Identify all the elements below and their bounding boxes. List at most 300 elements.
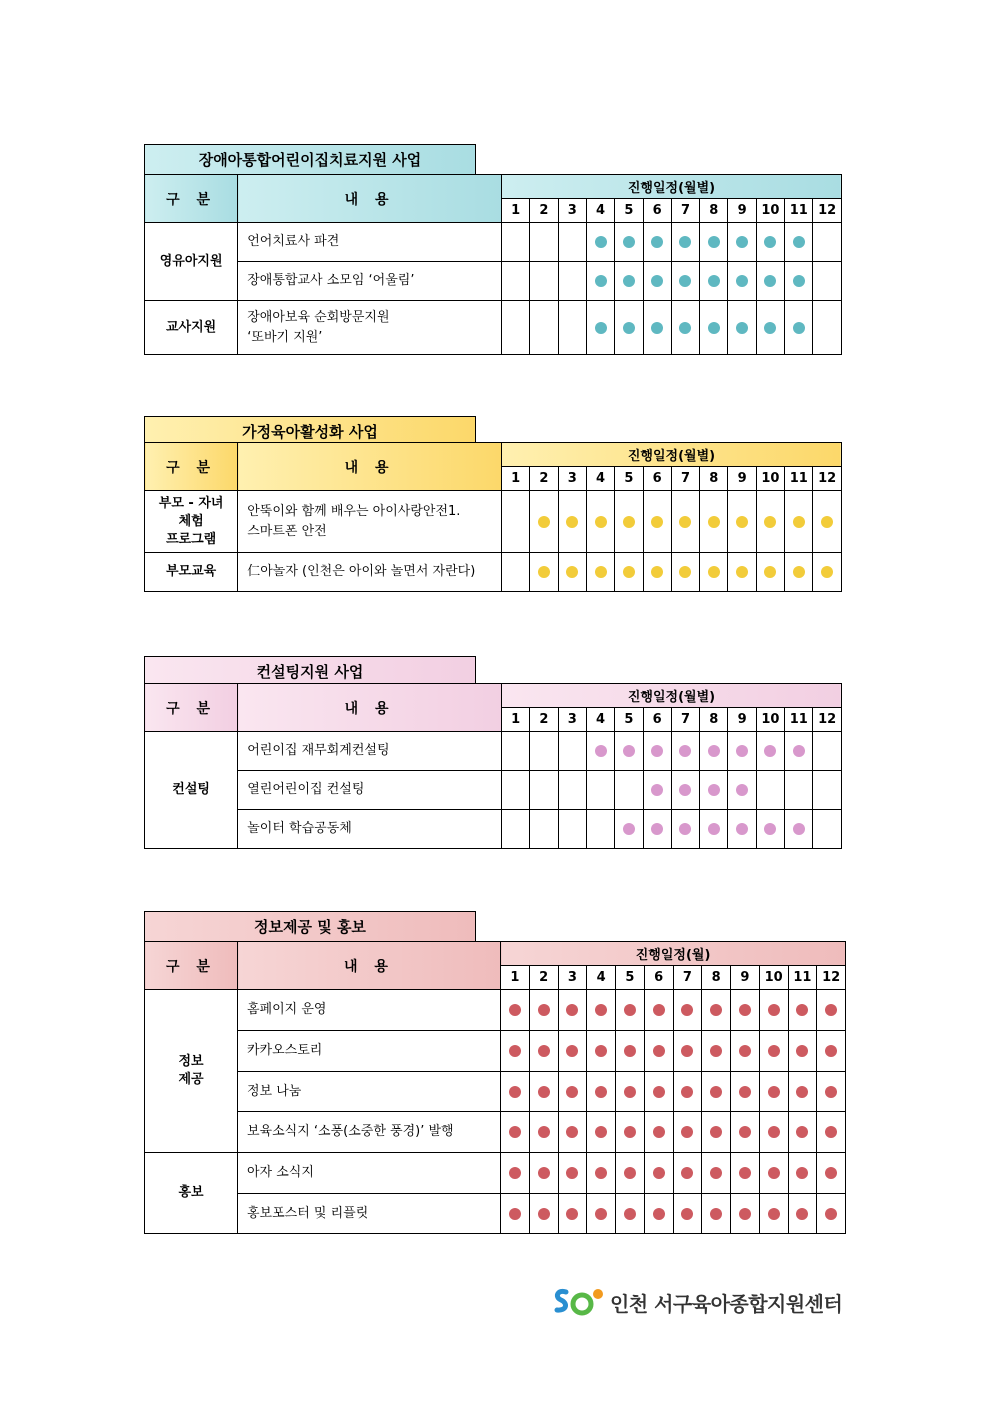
month-cell-12 [813,491,842,553]
header-naeyong: 내 용 [238,684,502,732]
schedule-dot-icon [821,516,833,528]
month-cell-12 [817,1031,846,1072]
month-cell-7 [671,732,699,771]
month-cell-3 [558,301,586,355]
month-header-7: 7 [673,966,702,990]
content-cell: 장애통합교사 소모임 ‘어울림’ [238,262,502,301]
schedule-dot-icon [651,236,663,248]
schedule-dot-icon [679,823,691,835]
schedule-dot-icon [651,275,663,287]
month-cell-11 [788,1194,817,1234]
month-header-2: 2 [530,467,558,491]
schedule-dot-icon [624,1208,636,1220]
category-cell: 부모 - 자녀 체험 프로그램 [145,491,238,553]
schedule-dot-icon [793,236,805,248]
month-cell-4 [587,1194,616,1234]
month-header-9: 9 [731,966,760,990]
schedule-dot-icon [681,1004,693,1016]
month-cell-4 [587,1072,616,1112]
section-title: 장애아통합어린이집치료지원 사업 [144,144,476,174]
month-cell-7 [673,1153,702,1194]
schedule-dot-icon [538,1208,550,1220]
month-cell-11 [788,1112,817,1153]
logo-text: 인천 서구육아종합지원센터 [610,1291,843,1316]
month-cell-6 [644,1153,673,1194]
month-cell-4 [586,553,614,592]
month-cell-10 [756,732,784,771]
header-gubun: 구 분 [145,942,238,990]
month-cell-5 [615,301,643,355]
month-cell-7 [671,771,699,810]
schedule-dot-icon [793,275,805,287]
schedule-dot-icon [821,566,833,578]
month-cell-9 [728,771,756,810]
month-cell-6 [643,732,671,771]
month-cell-2 [530,262,558,301]
schedule-dot-icon [623,566,635,578]
logo-mark-icon [552,1285,604,1319]
schedule-dot-icon [708,322,720,334]
month-cell-12 [817,1072,846,1112]
month-header-9: 9 [728,708,756,732]
month-cell-7 [673,1031,702,1072]
month-cell-11 [788,990,817,1031]
month-cell-7 [671,810,699,849]
header-schedule: 진행일정(월별) [501,684,841,708]
schedule-dot-icon [679,275,691,287]
month-cell-2 [529,990,558,1031]
month-cell-10 [756,262,784,301]
month-cell-10 [759,1031,788,1072]
month-cell-3 [558,223,586,262]
schedule-dot-icon [651,745,663,757]
month-cell-10 [756,810,784,849]
month-header-6: 6 [643,708,671,732]
category-cell: 컨설팅 [145,732,238,849]
month-header-11: 11 [785,199,813,223]
month-cell-7 [671,301,699,355]
month-cell-9 [728,301,756,355]
header-gubun: 구 분 [145,175,238,223]
header-gubun: 구 분 [145,684,238,732]
month-header-7: 7 [671,708,699,732]
month-cell-8 [700,732,728,771]
schedule-dot-icon [679,516,691,528]
schedule-dot-icon [710,1167,722,1179]
schedule-dot-icon [739,1167,751,1179]
schedule-dot-icon [739,1004,751,1016]
schedule-dot-icon [708,516,720,528]
month-cell-10 [759,1072,788,1112]
month-cell-5 [616,1112,645,1153]
month-cell-4 [586,491,614,553]
schedule-dot-icon [825,1167,837,1179]
content-cell: 홍보포스터 및 리플릿 [238,1194,501,1234]
month-cell-5 [616,1194,645,1234]
month-cell-3 [558,1112,587,1153]
schedule-dot-icon [793,322,805,334]
month-cell-7 [671,262,699,301]
month-cell-4 [587,1031,616,1072]
schedule-dot-icon [768,1086,780,1098]
schedule-dot-icon [566,566,578,578]
schedule-dot-icon [653,1045,665,1057]
table-row [145,301,842,355]
schedule-dot-icon [538,1004,550,1016]
schedule-dot-icon [653,1208,665,1220]
month-cell-7 [671,553,699,592]
header-schedule: 진행일정(월) [501,942,846,966]
schedule-dot-icon [681,1086,693,1098]
category-cell: 부모교육 [145,553,238,592]
month-cell-1 [501,262,529,301]
month-cell-8 [702,1031,731,1072]
schedule-dot-icon [595,1208,607,1220]
schedule-dot-icon [739,1126,751,1138]
schedule-dot-icon [623,236,635,248]
schedule-dot-icon [653,1126,665,1138]
month-header-2: 2 [530,708,558,732]
month-cell-1 [501,553,529,592]
month-header-12: 12 [813,467,842,491]
month-header-11: 11 [785,708,813,732]
schedule-dot-icon [509,1045,521,1057]
schedule-dot-icon [624,1045,636,1057]
month-cell-5 [616,990,645,1031]
table-row [145,1072,846,1112]
month-cell-11 [788,1153,817,1194]
header-naeyong: 내 용 [238,175,502,223]
month-cell-10 [756,491,784,553]
schedule-dot-icon [509,1086,521,1098]
schedule-dot-icon [679,784,691,796]
schedule-dot-icon [796,1167,808,1179]
schedule-dot-icon [624,1086,636,1098]
month-cell-4 [586,301,614,355]
month-cell-1 [501,301,529,355]
schedule-dot-icon [768,1045,780,1057]
schedule-dot-icon [764,322,776,334]
section-title: 정보제공 및 홍보 [144,911,476,941]
schedule-dot-icon [736,275,748,287]
month-cell-6 [644,1112,673,1153]
schedule-dot-icon [825,1208,837,1220]
schedule-dot-icon [679,236,691,248]
month-cell-2 [529,1072,558,1112]
header-schedule: 진행일정(월별) [501,175,841,199]
month-header-12: 12 [817,966,846,990]
schedule-dot-icon [796,1004,808,1016]
schedule-dot-icon [679,566,691,578]
schedule-dot-icon [825,1086,837,1098]
month-cell-2 [529,1194,558,1234]
schedule-dot-icon [538,566,550,578]
schedule-dot-icon [595,566,607,578]
schedule-dot-icon [509,1208,521,1220]
month-header-5: 5 [615,467,643,491]
month-header-3: 3 [558,199,586,223]
schedule-dot-icon [708,745,720,757]
month-cell-8 [702,1112,731,1153]
month-cell-7 [673,990,702,1031]
schedule-dot-icon [538,1086,550,1098]
schedule-dot-icon [739,1208,751,1220]
month-cell-2 [530,553,558,592]
schedule-dot-icon [768,1208,780,1220]
month-cell-8 [700,491,728,553]
month-cell-1 [501,1072,530,1112]
month-cell-3 [558,810,586,849]
schedule-dot-icon [764,236,776,248]
month-cell-4 [587,990,616,1031]
month-header-1: 1 [501,199,529,223]
month-cell-6 [643,771,671,810]
schedule-dot-icon [708,823,720,835]
table-row [145,223,842,262]
month-cell-9 [731,990,760,1031]
schedule-dot-icon [825,1004,837,1016]
month-cell-5 [616,1031,645,1072]
schedule-dot-icon [623,745,635,757]
month-header-9: 9 [728,467,756,491]
month-cell-10 [756,301,784,355]
month-cell-2 [529,1112,558,1153]
month-cell-7 [673,1112,702,1153]
content-cell: 카카오스토리 [238,1031,501,1072]
month-cell-10 [759,1194,788,1234]
month-header-11: 11 [788,966,817,990]
category-cell: 정보 제공 [145,990,238,1153]
month-cell-12 [817,1112,846,1153]
month-cell-2 [530,771,558,810]
month-cell-3 [558,732,586,771]
schedule-dot-icon [509,1126,521,1138]
month-header-10: 10 [756,708,784,732]
schedule-dot-icon [796,1045,808,1057]
schedule-dot-icon [708,236,720,248]
month-cell-7 [673,1072,702,1112]
schedule-dot-icon [651,516,663,528]
schedule-dot-icon [736,745,748,757]
month-cell-1 [501,771,529,810]
month-cell-1 [501,1112,530,1153]
month-header-4: 4 [586,708,614,732]
month-header-4: 4 [587,966,616,990]
month-cell-8 [700,301,728,355]
month-cell-8 [702,990,731,1031]
month-cell-11 [785,732,813,771]
month-cell-7 [671,491,699,553]
schedule-dot-icon [736,516,748,528]
month-cell-6 [643,262,671,301]
schedule-dot-icon [595,745,607,757]
month-header-4: 4 [586,199,614,223]
month-cell-6 [643,491,671,553]
schedule-dot-icon [681,1045,693,1057]
month-cell-12 [813,553,842,592]
table-row [145,262,842,301]
month-cell-11 [788,1031,817,1072]
content-cell: 아자 소식지 [238,1153,501,1194]
schedule-dot-icon [509,1167,521,1179]
header-schedule: 진행일정(월별) [501,443,841,467]
month-cell-6 [643,223,671,262]
category-cell: 홍보 [145,1153,238,1234]
month-cell-3 [558,1072,587,1112]
month-header-1: 1 [501,467,529,491]
content-cell: 안뚝이와 함께 배우는 아이사랑안전1. 스마트폰 안전 [238,491,502,553]
schedule-dot-icon [796,1208,808,1220]
month-cell-1 [501,810,529,849]
schedule-table [144,174,842,355]
month-cell-4 [586,810,614,849]
schedule-dot-icon [681,1167,693,1179]
month-cell-1 [501,491,529,553]
month-cell-5 [616,1072,645,1112]
month-cell-6 [643,810,671,849]
month-header-12: 12 [813,708,842,732]
month-cell-11 [785,223,813,262]
month-cell-9 [731,1031,760,1072]
month-cell-5 [615,771,643,810]
schedule-dot-icon [825,1126,837,1138]
content-cell: 보육소식지 ‘소풍(소중한 풍경)’ 발행 [238,1112,501,1153]
month-cell-10 [759,990,788,1031]
schedule-dot-icon [595,236,607,248]
month-cell-10 [756,223,784,262]
schedule-dot-icon [595,1004,607,1016]
schedule-dot-icon [595,275,607,287]
schedule-dot-icon [764,566,776,578]
month-cell-3 [558,1153,587,1194]
schedule-dot-icon [624,1167,636,1179]
schedule-dot-icon [623,516,635,528]
month-cell-9 [728,223,756,262]
content-cell: 정보 나눔 [238,1072,501,1112]
schedule-dot-icon [651,566,663,578]
schedule-dot-icon [538,516,550,528]
table-row [145,732,842,771]
month-cell-10 [759,1112,788,1153]
schedule-dot-icon [538,1045,550,1057]
month-cell-12 [813,732,842,771]
schedule-dot-icon [768,1126,780,1138]
month-header-2: 2 [530,199,558,223]
schedule-dot-icon [566,1086,578,1098]
month-cell-8 [700,223,728,262]
month-header-1: 1 [501,966,530,990]
section-title: 가정육아활성화 사업 [144,416,476,446]
month-cell-4 [586,223,614,262]
month-header-9: 9 [728,199,756,223]
table-row [145,1194,846,1234]
month-header-10: 10 [756,199,784,223]
header-gubun: 구 분 [145,443,238,491]
schedule-dot-icon [679,745,691,757]
schedule-dot-icon [651,784,663,796]
schedule-dot-icon [566,1045,578,1057]
month-header-6: 6 [643,199,671,223]
month-cell-8 [700,262,728,301]
schedule-dot-icon [681,1208,693,1220]
content-cell: 홈페이지 운영 [238,990,501,1031]
month-header-10: 10 [759,966,788,990]
table-row [145,1112,846,1153]
month-cell-9 [728,810,756,849]
schedule-dot-icon [653,1086,665,1098]
schedule-dot-icon [595,1086,607,1098]
content-cell: 장애아보육 순회방문지원 ‘또바기 지원’ [238,301,502,355]
schedule-dot-icon [736,566,748,578]
month-header-10: 10 [756,467,784,491]
schedule-dot-icon [710,1045,722,1057]
month-cell-4 [586,771,614,810]
month-cell-10 [756,553,784,592]
month-cell-7 [671,223,699,262]
table-row [145,553,842,592]
schedule-dot-icon [796,1086,808,1098]
month-cell-3 [558,491,586,553]
month-cell-5 [615,223,643,262]
schedule-dot-icon [538,1167,550,1179]
content-cell: 놀이터 학습공동체 [238,810,502,849]
schedule-dot-icon [566,1126,578,1138]
month-cell-3 [558,1194,587,1234]
month-cell-5 [616,1153,645,1194]
month-cell-12 [817,1194,846,1234]
month-header-5: 5 [615,708,643,732]
schedule-dot-icon [768,1167,780,1179]
month-cell-3 [558,990,587,1031]
schedule-dot-icon [764,516,776,528]
schedule-dot-icon [653,1167,665,1179]
schedule-dot-icon [651,322,663,334]
schedule-dot-icon [595,1045,607,1057]
month-cell-3 [558,771,586,810]
schedule-dot-icon [623,823,635,835]
month-header-3: 3 [558,708,586,732]
month-cell-4 [587,1153,616,1194]
month-cell-8 [702,1194,731,1234]
schedule-table [144,442,842,592]
section-title: 컨설팅지원 사업 [144,656,476,686]
schedule-dot-icon [624,1004,636,1016]
month-cell-9 [731,1072,760,1112]
schedule-dot-icon [736,322,748,334]
month-cell-8 [700,771,728,810]
schedule-dot-icon [793,516,805,528]
schedule-dot-icon [538,1126,550,1138]
table-row [145,810,842,849]
month-cell-5 [615,732,643,771]
month-cell-12 [813,301,842,355]
month-header-5: 5 [615,199,643,223]
schedule-dot-icon [623,322,635,334]
schedule-dot-icon [710,1086,722,1098]
month-cell-9 [728,262,756,301]
month-cell-5 [615,810,643,849]
month-header-7: 7 [671,467,699,491]
month-cell-1 [501,990,530,1031]
content-cell: 仁아놀자 (인천은 아이와 놀면서 자란다) [238,553,502,592]
table-row [145,1031,846,1072]
month-cell-12 [813,771,842,810]
month-header-11: 11 [785,467,813,491]
schedule-dot-icon [736,236,748,248]
month-cell-4 [587,1112,616,1153]
month-header-5: 5 [616,966,645,990]
month-cell-2 [529,1031,558,1072]
